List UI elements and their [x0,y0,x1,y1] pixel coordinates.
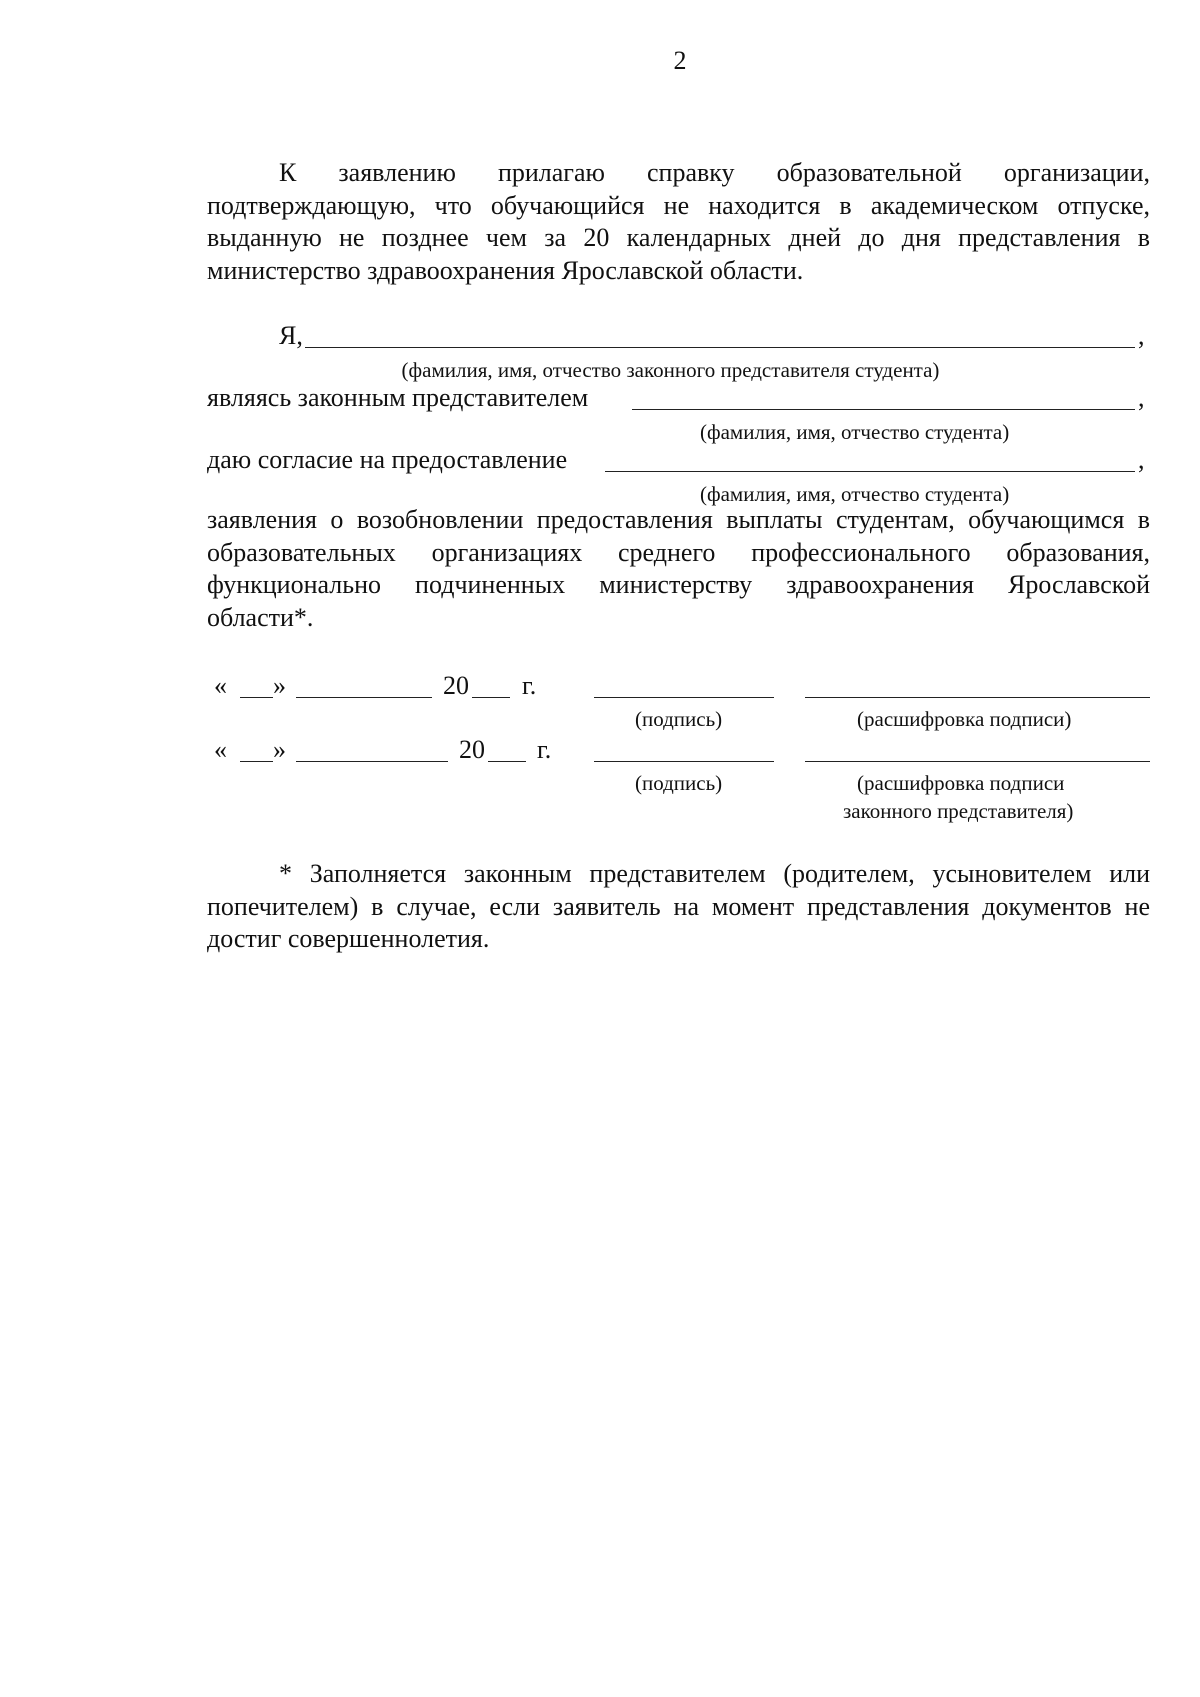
consent-line1-suffix: , [1138,321,1145,350]
date-year-prefix-2: 20 [459,735,485,764]
consent-line3-suffix: , [1138,445,1145,474]
student-name-field-2[interactable] [605,471,1135,472]
student-name-caption-2: (фамилия, имя, отчество студента) [700,482,1010,506]
footnote-paragraph: * Заполняется законным представителем (родителем, усыновителем или попечителем) в случае, если заявитель на момент представления документов не достиг совершеннолетия. [207,859,1150,953]
signature-caption-1: (подпись) [635,707,723,731]
consent-body-paragraph: заявления о возобновлении предоставления выплаты студентам, обучающимся в образовательных организациях среднего профессионального образования, функционально подчиненных министерству здравоохранения Ярославской области*. [207,505,1150,632]
attachment-paragraph: К заявлению прилагаю справку образовательной организации, подтверждающую, что обучающийся не находится в академическом отпуске, выданную не позднее чем за 20 календарных дней до дня представления в министерство здравоохранения Ярославской области. [207,158,1150,285]
signature-decoding-caption-2-line2: законного представителя) [843,799,1074,823]
representative-name-caption [207,357,1150,383]
date-year-field-1[interactable] [472,697,510,698]
date-year-suffix-1: г. [522,671,537,700]
date-day-field-2[interactable] [240,761,273,762]
signature-caption-2: (подпись) [635,771,723,795]
date-month-field-1[interactable] [296,697,432,698]
signature-field-2[interactable] [594,761,774,762]
consent-line-representative [207,320,1150,352]
signature-decoding-caption-2-line1: (расшифровка подписи [857,771,1065,795]
student-name-caption: (фамилия, имя, отчество студента) [700,420,1010,444]
date-quote-close-1: » [273,671,286,700]
signature-decoding-field-1[interactable] [805,697,1150,698]
date-day-field-1[interactable] [240,697,273,698]
date-quote-close-2: » [273,735,286,764]
consent-line2-suffix: , [1138,383,1145,412]
date-quote-open-1: « [214,671,227,700]
date-quote-open-2: « [214,735,227,764]
signature-field-1[interactable] [594,697,774,698]
signature-decoding-field-2[interactable] [805,761,1150,762]
student-name-field[interactable] [632,409,1135,410]
date-year-field-2[interactable] [488,761,526,762]
consent-line-student [207,382,1150,414]
representative-name-field[interactable] [305,347,1135,348]
page-number: 2 [673,46,687,75]
consent-line1-prefix: Я, [279,321,303,350]
date-year-suffix-2: г. [537,735,552,764]
representative-name-caption-text: (фамилия, имя, отчество законного представителя студента) [401,358,940,382]
consent-line3-prefix: даю согласие на предоставление [207,445,568,474]
consent-line2-prefix: являясь законным представителем [207,383,589,412]
date-month-field-2[interactable] [296,761,448,762]
consent-line-provide [207,444,1150,476]
signature-decoding-caption-1: (расшифровка подписи) [857,707,1072,731]
date-year-prefix-1: 20 [443,671,469,700]
